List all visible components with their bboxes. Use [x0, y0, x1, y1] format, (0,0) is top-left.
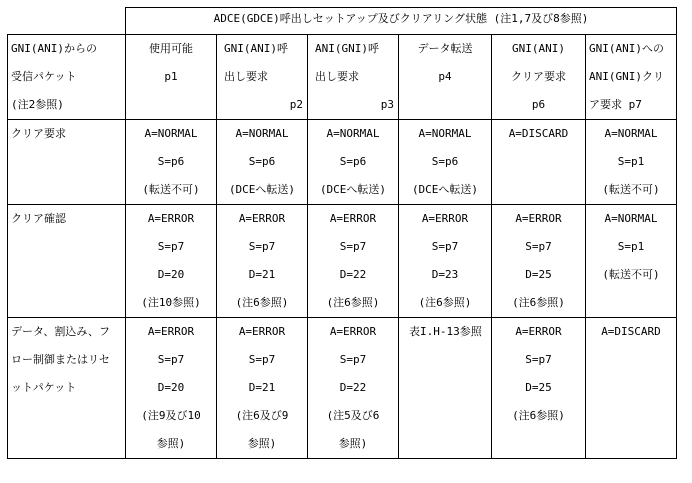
- table-cell: [492, 120, 586, 205]
- cell-line: (注5及び6: [326, 409, 380, 422]
- cell-line: A=NORMAL: [418, 127, 472, 140]
- cell-line: S=p7: [339, 240, 367, 253]
- cell-line: A=NORMAL: [326, 127, 380, 140]
- cell-line: 参照): [156, 437, 186, 450]
- table-row: [8, 318, 677, 459]
- cell-line: D=25: [525, 268, 552, 281]
- table-cell: [586, 120, 677, 205]
- cell-line: A=NORMAL: [235, 127, 289, 140]
- column-header-p7: [586, 35, 677, 120]
- cell-line: S=p7: [248, 240, 276, 253]
- column-header-line: ア要求 p7: [589, 98, 642, 111]
- column-header-line: 出し要求: [315, 70, 359, 83]
- column-header-p4: [399, 35, 492, 120]
- cell-line: D=21: [248, 381, 276, 394]
- cell-line: A=ERROR: [515, 325, 562, 338]
- state-header-title: ADCE(GDCE)呼出しセットアップ及びクリアリング状態 (注1,7及び8参照): [213, 12, 589, 25]
- cell-line: A=ERROR: [238, 212, 286, 225]
- cell-line: 参照): [247, 437, 277, 450]
- column-header-line: p1: [164, 70, 178, 83]
- column-header-line: ANI(GNI)呼: [315, 42, 379, 55]
- cell-line: A=ERROR: [147, 212, 195, 225]
- column-header-line: ANI(GNI)クリ: [589, 70, 664, 83]
- state-table: [7, 7, 677, 459]
- row-label-clear-confirm: [8, 205, 126, 318]
- table-cell: [399, 318, 492, 459]
- cell-line: S=p1: [617, 155, 645, 168]
- table-cell: [126, 120, 217, 205]
- cell-line: A=ERROR: [238, 325, 286, 338]
- cell-line: S=p6: [431, 155, 459, 168]
- cell-line: (DCEへ転送): [411, 183, 479, 196]
- cell-line: (転送不可): [142, 183, 200, 196]
- cell-line: (注10参照): [141, 296, 201, 309]
- cell-line: S=p7: [157, 353, 185, 366]
- cell-line: D=20: [157, 268, 185, 281]
- column-header-p1: [126, 35, 217, 120]
- cell-line: S=p6: [339, 155, 367, 168]
- table-cell: [217, 318, 308, 459]
- table-cell: [586, 318, 677, 459]
- cell-line: (注6参照): [418, 296, 472, 309]
- cell-line: D=22: [339, 268, 367, 281]
- cell-line: (DCEへ転送): [228, 183, 296, 196]
- cell-line: (注6参照): [235, 296, 289, 309]
- cell-line: S=p7: [157, 240, 185, 253]
- cell-line: (注6及び9: [235, 409, 289, 422]
- cell-line: A=NORMAL: [604, 212, 658, 225]
- cell-line: D=21: [248, 268, 276, 281]
- table-cell: [399, 205, 492, 318]
- column-header-p6: [492, 35, 586, 120]
- table-cell: [217, 205, 308, 318]
- cell-line: (注6参照): [512, 409, 565, 422]
- column-header-line: p3: [380, 98, 394, 111]
- row-label-clear-request: [8, 120, 126, 205]
- column-header-line: 出し要求: [224, 70, 268, 83]
- cell-line: D=25: [525, 381, 552, 394]
- cell-line: D=22: [339, 381, 367, 394]
- row-label-line: データ、割込み、フ: [11, 325, 110, 338]
- cell-line: S=p7: [431, 240, 459, 253]
- table-cell: [308, 120, 399, 205]
- row-axis-header: [8, 35, 126, 120]
- cell-line: A=DISCARD: [508, 127, 569, 140]
- cell-line: 参照): [338, 437, 368, 450]
- cell-line: (転送不可): [602, 268, 660, 281]
- table-cell: [126, 318, 217, 459]
- blank-corner-cell: [8, 8, 126, 35]
- cell-line: D=20: [157, 381, 185, 394]
- cell-line: 表I.H-13参照: [409, 325, 482, 338]
- cell-line: S=p6: [248, 155, 276, 168]
- row-label-line: クリア確認: [11, 212, 66, 225]
- row-label-line: クリア要求: [11, 127, 66, 140]
- cell-line: A=NORMAL: [604, 127, 658, 140]
- column-header-line: GNI(ANI): [512, 42, 565, 55]
- table-cell: [399, 120, 492, 205]
- cell-line: A=ERROR: [515, 212, 562, 225]
- column-header-p3: [308, 35, 399, 120]
- table-cell: [308, 205, 399, 318]
- column-header-line: クリア要求: [511, 70, 566, 83]
- row-label-data-packet: [8, 318, 126, 459]
- cell-line: S=p6: [157, 155, 185, 168]
- cell-line: A=NORMAL: [144, 127, 198, 140]
- cell-line: A=ERROR: [147, 325, 195, 338]
- column-header-line: p4: [438, 70, 452, 83]
- cell-line: (注6参照): [512, 296, 565, 309]
- row-label-line: ロー制御またはリセ: [11, 353, 110, 366]
- column-header-line: p2: [289, 98, 303, 111]
- row-label-line: ットパケット: [11, 381, 77, 394]
- table-cell: [126, 205, 217, 318]
- column-header-p2: [217, 35, 308, 120]
- column-header-line: GNI(ANI)呼: [224, 42, 288, 55]
- cell-line: S=p7: [525, 240, 552, 253]
- column-header-line: データ転送: [417, 42, 473, 55]
- cell-line: D=23: [431, 268, 459, 281]
- table-cell: [492, 205, 586, 318]
- cell-line: (注6参照): [326, 296, 380, 309]
- cell-line: (注9及び10: [141, 409, 201, 422]
- cell-line: A=ERROR: [329, 212, 377, 225]
- row-axis-line: 受信パケット: [11, 70, 77, 83]
- table-cell: [586, 205, 677, 318]
- cell-line: S=p1: [617, 240, 645, 253]
- cell-line: S=p7: [248, 353, 276, 366]
- cell-line: A=ERROR: [421, 212, 469, 225]
- table-cell: [308, 318, 399, 459]
- column-header-line: 使用可能: [149, 42, 193, 55]
- cell-line: A=DISCARD: [601, 325, 661, 338]
- table-row: [8, 205, 677, 318]
- cell-line: (DCEへ転送): [319, 183, 387, 196]
- table-top-header: [126, 8, 677, 35]
- table-cell: [217, 120, 308, 205]
- cell-line: S=p7: [525, 353, 552, 366]
- column-header-line: p6: [531, 98, 546, 111]
- table-row: [8, 120, 677, 205]
- table-cell: [492, 318, 586, 459]
- cell-line: A=ERROR: [329, 325, 377, 338]
- row-axis-line: GNI(ANI)からの: [11, 42, 97, 55]
- cell-line: (転送不可): [602, 183, 660, 196]
- column-header-line: GNI(ANI)への: [589, 42, 664, 55]
- row-axis-line: (注2参照): [11, 98, 64, 111]
- cell-line: S=p7: [339, 353, 367, 366]
